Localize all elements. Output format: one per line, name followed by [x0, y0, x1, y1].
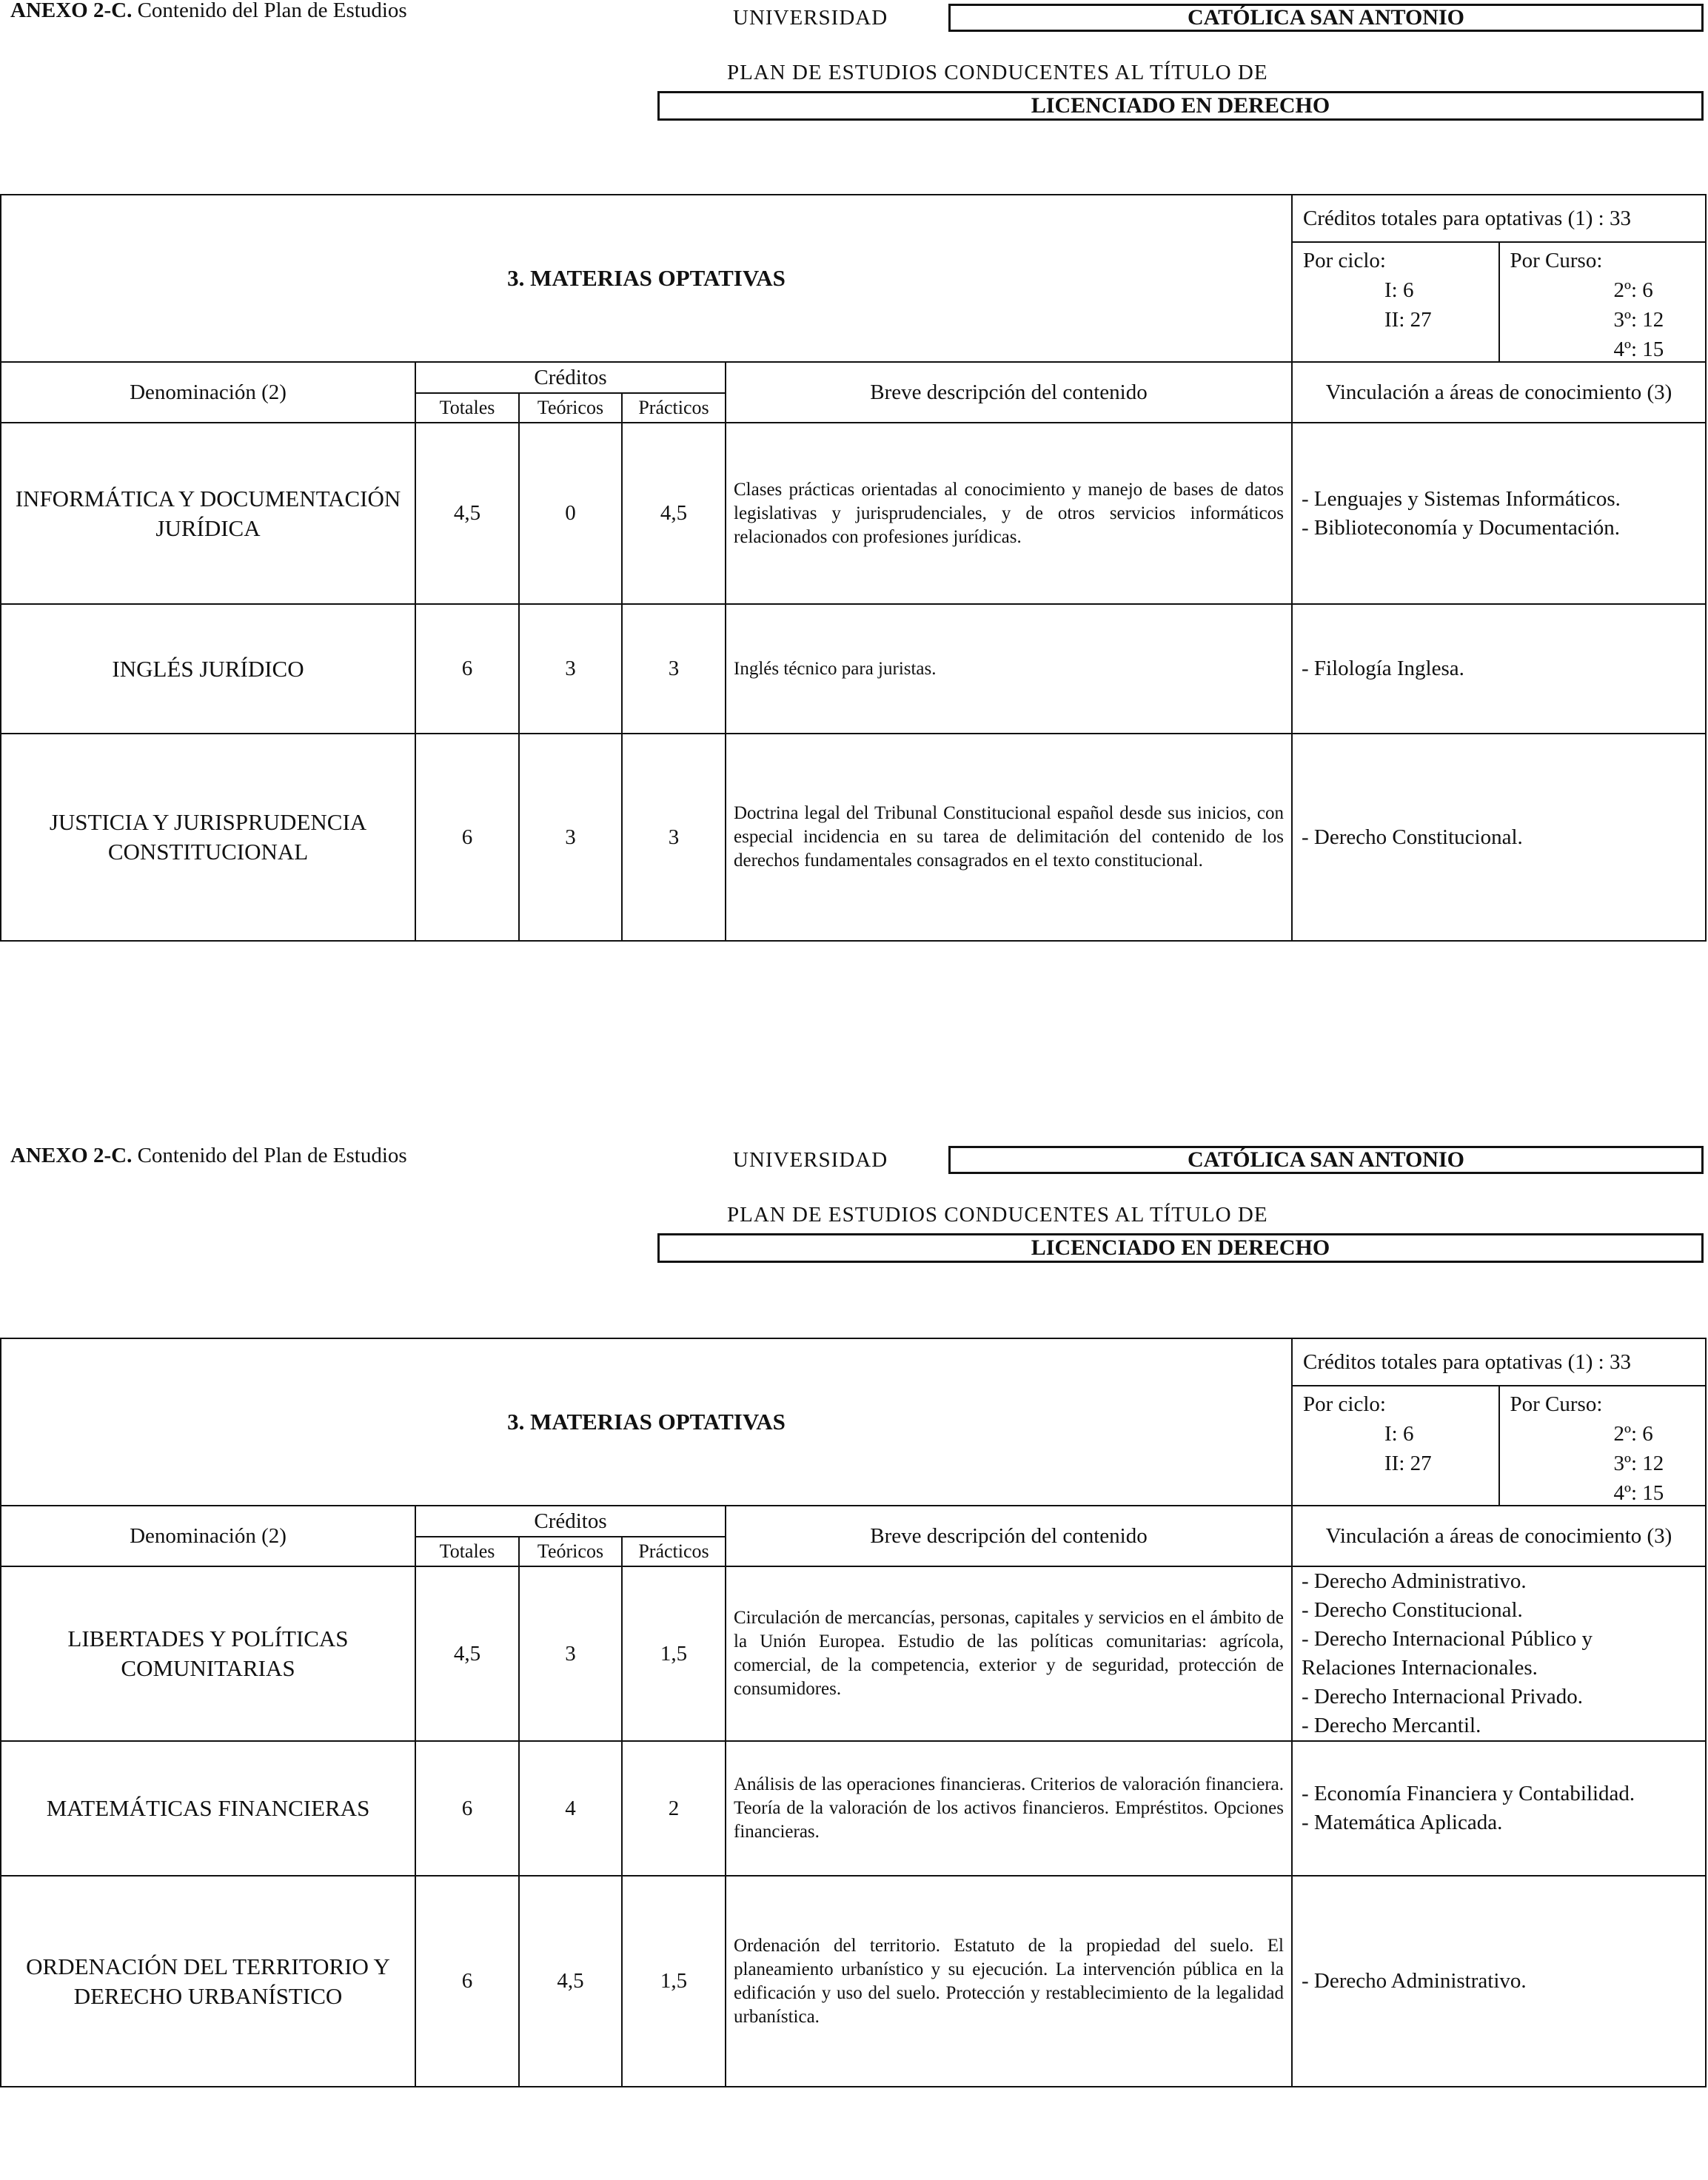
- curso-4: 4º: 15: [1613, 1481, 1664, 1505]
- creditos-practicos-cell: 2: [622, 1741, 726, 1876]
- creditos-totales-cell: 6: [415, 604, 519, 734]
- document-page-1: [0, 0, 1708, 1036]
- creditos-teoricos-cell: 3: [519, 1566, 622, 1741]
- materias-optativas-table: [0, 1338, 1707, 2087]
- anexo-subtitle: Contenido del Plan de Estudios: [132, 0, 407, 22]
- por-curso: [1498, 1386, 1706, 1505]
- anexo-heading: [10, 0, 407, 23]
- table-row: [1, 1566, 1706, 1741]
- area-item: - Derecho Administrativo.: [1302, 1569, 1527, 1593]
- titulo-box: LICENCIADO EN DERECHO: [657, 1233, 1704, 1263]
- creditos-teoricos-cell: 4,5: [519, 1876, 622, 2087]
- area-item: - Derecho Internacional Público y: [1302, 1627, 1593, 1651]
- area-item: - Matemática Aplicada.: [1302, 1811, 1503, 1834]
- col-vinculacion: Vinculación a áreas de conocimiento (3): [1292, 362, 1706, 423]
- materia-name: MATEMÁTICAS FINANCIERAS: [1, 1741, 415, 1876]
- descripcion-cell: Doctrina legal del Tribunal Constitucional español desde sus inicios, con especial incidencia en su tarea de delimitación del contenido de los derechos fundamentales consagrados en el texto constitucional.: [726, 734, 1292, 941]
- col-teoricos: Teóricos: [519, 393, 622, 423]
- curso-3: 3º: 12: [1613, 308, 1664, 332]
- ciclo-i: I: 6: [1384, 1422, 1414, 1446]
- por-ciclo: [1293, 243, 1498, 361]
- descripcion-cell: Ordenación del territorio. Estatuto de la propiedad del suelo. El planeamiento urbanístico y su ejecución. La intervención pública en la edificación y uso del suelo. Protección y restablecimiento de la legalidad urbanística.: [726, 1876, 1292, 2087]
- areas-cell: [1292, 1876, 1706, 2087]
- materias-optativas-table: [0, 194, 1707, 942]
- table-row: [1, 423, 1706, 604]
- creditos-practicos-cell: 3: [622, 734, 726, 941]
- por-curso: [1498, 243, 1706, 361]
- col-teoricos: Teóricos: [519, 1537, 622, 1566]
- descripcion-cell: Análisis de las operaciones financieras. Criterios de valoración financiera. Teoría de la valoración de los activos financieros. Empréstitos. Opciones financieras.: [726, 1741, 1292, 1876]
- por-curso-label: Por Curso:: [1510, 1392, 1603, 1416]
- areas-cell: [1292, 1566, 1706, 1741]
- table-row: [1, 1876, 1706, 2087]
- anexo-label: ANEXO 2-C.: [10, 1144, 133, 1167]
- creditos-totales-cell: 4,5: [415, 1566, 519, 1741]
- creditos-practicos-cell: 1,5: [622, 1876, 726, 2087]
- por-ciclo-label: Por ciclo:: [1303, 249, 1386, 272]
- area-item: - Filología Inglesa.: [1302, 657, 1464, 680]
- ciclo-ii: II: 27: [1384, 1452, 1432, 1475]
- creditos-teoricos-cell: 3: [519, 734, 622, 941]
- table-row: [1, 1741, 1706, 1876]
- col-vinculacion: Vinculación a áreas de conocimiento (3): [1292, 1506, 1706, 1566]
- section-title: 3. MATERIAS OPTATIVAS: [1, 1338, 1292, 1506]
- credit-summary: [1292, 1338, 1706, 1506]
- plan-label: PLAN DE ESTUDIOS CONDUCENTES AL TÍTULO DE: [727, 1203, 1268, 1227]
- table-row: [1, 734, 1706, 941]
- creditos-totales-cell: 6: [415, 734, 519, 941]
- areas-cell: [1292, 604, 1706, 734]
- area-item: - Lenguajes y Sistemas Informáticos.: [1302, 486, 1621, 511]
- col-totales: Totales: [415, 393, 519, 423]
- ciclo-i: I: 6: [1384, 278, 1414, 302]
- col-descripcion: Breve descripción del contenido: [726, 362, 1292, 423]
- curso-3: 3º: 12: [1613, 1452, 1664, 1475]
- universidad-label: UNIVERSIDAD: [733, 1148, 888, 1172]
- col-practicos: Prácticos: [622, 393, 726, 423]
- areas-cell: [1292, 1741, 1706, 1876]
- universidad-name-box: CATÓLICA SAN ANTONIO: [948, 4, 1704, 32]
- universidad-name-box: CATÓLICA SAN ANTONIO: [948, 1146, 1704, 1174]
- creditos-totales-cell: 6: [415, 1741, 519, 1876]
- titulo-box: LICENCIADO EN DERECHO: [657, 91, 1704, 121]
- creditos-practicos-cell: 4,5: [622, 423, 726, 604]
- area-item: - Derecho Mercantil.: [1302, 1714, 1481, 1737]
- table-row: [1, 604, 1706, 734]
- area-item: - Biblioteconomía y Documentación.: [1302, 515, 1621, 540]
- materia-name: JUSTICIA Y JURISPRUDENCIA CONSTITUCIONAL: [1, 734, 415, 941]
- por-ciclo-label: Por ciclo:: [1303, 1392, 1386, 1416]
- materia-name: LIBERTADES Y POLÍTICAS COMUNITARIAS: [1, 1566, 415, 1741]
- document-page-2: [0, 1144, 1708, 2180]
- materia-name: INFORMÁTICA Y DOCUMENTACIÓN JURÍDICA: [1, 423, 415, 604]
- col-totales: Totales: [415, 1537, 519, 1566]
- creditos-totales-cell: 6: [415, 1876, 519, 2087]
- col-denominacion: Denominación (2): [1, 1506, 415, 1566]
- area-item: - Derecho Constitucional.: [1302, 825, 1523, 849]
- anexo-label: ANEXO 2-C.: [10, 0, 133, 22]
- materia-name: ORDENACIÓN DEL TERRITORIO Y DERECHO URBANÍSTICO: [1, 1876, 415, 2087]
- section-title: 3. MATERIAS OPTATIVAS: [1, 195, 1292, 362]
- anexo-heading: [10, 1144, 407, 1168]
- ciclo-ii: II: 27: [1384, 308, 1432, 332]
- col-creditos: Créditos: [415, 1506, 726, 1537]
- descripcion-cell: Inglés técnico para juristas.: [726, 604, 1292, 734]
- area-item: Relaciones Internacionales.: [1302, 1656, 1538, 1680]
- plan-label: PLAN DE ESTUDIOS CONDUCENTES AL TÍTULO DE: [727, 61, 1268, 84]
- creditos-totales: Créditos totales para optativas (1) : 33: [1293, 195, 1705, 243]
- creditos-practicos-cell: 1,5: [622, 1566, 726, 1741]
- area-item: - Derecho Constitucional.: [1302, 1598, 1523, 1622]
- materia-name: INGLÉS JURÍDICO: [1, 604, 415, 734]
- areas-cell: [1292, 734, 1706, 941]
- area-item: - Derecho Administrativo.: [1302, 1969, 1527, 1993]
- creditos-totales-cell: 4,5: [415, 423, 519, 604]
- descripcion-cell: Clases prácticas orientadas al conocimiento y manejo de bases de datos legislativas y jurisprudenciales, y de otros servicios informáticos relacionados con profesiones jurídicas.: [726, 423, 1292, 604]
- col-descripcion: Breve descripción del contenido: [726, 1506, 1292, 1566]
- descripcion-cell: Circulación de mercancías, personas, capitales y servicios en el ámbito de la Unión Europea. Estudio de las políticas comunitarias: agrícola, comercial, de la competencia, exterior y de seguridad, protección de consumidores.: [726, 1566, 1292, 1741]
- creditos-totales: Créditos totales para optativas (1) : 33: [1293, 1339, 1705, 1386]
- anexo-subtitle: Contenido del Plan de Estudios: [132, 1144, 407, 1167]
- area-item: - Derecho Internacional Privado.: [1302, 1685, 1584, 1708]
- area-item: - Economía Financiera y Contabilidad.: [1302, 1782, 1635, 1805]
- creditos-teoricos-cell: 4: [519, 1741, 622, 1876]
- creditos-teoricos-cell: 3: [519, 604, 622, 734]
- areas-cell: [1292, 423, 1706, 604]
- por-ciclo: [1293, 1386, 1498, 1505]
- curso-4: 4º: 15: [1613, 338, 1664, 361]
- curso-2: 2º: 6: [1613, 1422, 1653, 1446]
- por-curso-label: Por Curso:: [1510, 249, 1603, 272]
- curso-2: 2º: 6: [1613, 278, 1653, 302]
- col-creditos: Créditos: [415, 362, 726, 393]
- col-denominacion: Denominación (2): [1, 362, 415, 423]
- col-practicos: Prácticos: [622, 1537, 726, 1566]
- creditos-teoricos-cell: 0: [519, 423, 622, 604]
- creditos-practicos-cell: 3: [622, 604, 726, 734]
- universidad-label: UNIVERSIDAD: [733, 6, 888, 30]
- credit-summary: [1292, 195, 1706, 362]
